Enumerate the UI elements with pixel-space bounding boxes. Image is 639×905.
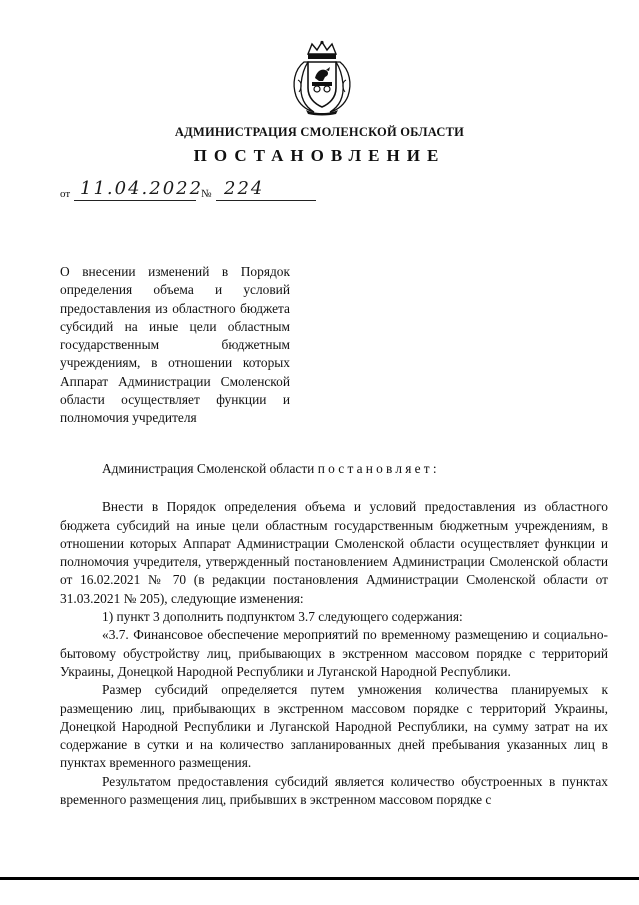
paragraph-3: «3.7. Финансовое обеспечение мероприятий по временному размещению и социально-бытовому обустройству лиц, прибывающих в экстренном массовом порядке с территорий Украины, Донецкой Народной Республики и Луганской Народной Республики. bbox=[60, 627, 608, 679]
paragraph-1: Внести в Порядок определения объема и условий предоставления из областного бюджета субсидий на иные цели областным государственным бюджетным учреждениям, в отношении которых Аппарат Администрации Смоленской области осуществляет функции и полномочия учредителя, утвержденный постановлением Администрации Смоленской области от 16.02.2021 № 70 (в редакции постановления Администрации Смоленской области от 31.03.2021 № 205), следующие изменения: bbox=[60, 499, 608, 606]
preamble-spaced-verb: постановляет: bbox=[317, 461, 440, 476]
organization-name: АДМИНИСТРАЦИЯ СМОЛЕНСКОЙ ОБЛАСТИ bbox=[174, 125, 465, 139]
preamble bbox=[60, 460, 608, 478]
document-type-title: ПОСТАНОВЛЕНИЕ bbox=[193, 146, 446, 165]
handwritten-number: 224 bbox=[224, 178, 265, 199]
date-number-line bbox=[60, 180, 330, 204]
paragraph-2: 1) пункт 3 дополнить подпунктом 3.7 следующего содержания: bbox=[102, 609, 463, 625]
handwritten-date: 11.04.2022 bbox=[80, 178, 204, 199]
paragraph-5: Результатом предоставления субсидий является количество обустроенных в пунктах временного размещения лиц, прибывших в экстренном массовом порядке с bbox=[60, 773, 608, 808]
paragraph-4: Размер субсидий определяется путем умножения количества планируемых к размещению лиц, прибывающих в экстренном массовом порядке с территорий Украины, Донецкой Народной Республики и Луганской Народной Республики, на сумму затрат на их содержание в сутки и на количество запланированных дней пребывания указанных лиц в пунктах временного размещения. bbox=[60, 682, 608, 771]
date-underline bbox=[74, 200, 196, 201]
coat-of-arms-icon bbox=[290, 40, 354, 116]
number-underline bbox=[216, 200, 316, 201]
preamble-text: Администрация Смоленской области bbox=[102, 461, 318, 476]
document-body bbox=[60, 460, 608, 809]
from-label: от bbox=[60, 188, 71, 200]
number-label: № bbox=[201, 188, 212, 200]
document-subject: О внесении изменений в Порядок определения объема и условий предоставления из областного бюджета субсидий на иные цели областным государственным бюджетным учреждениям, в отношении которых Аппарат Администрации Смоленской области осуществляет функции и полномочия учредителя bbox=[60, 264, 290, 426]
scan-edge-line bbox=[0, 877, 639, 880]
